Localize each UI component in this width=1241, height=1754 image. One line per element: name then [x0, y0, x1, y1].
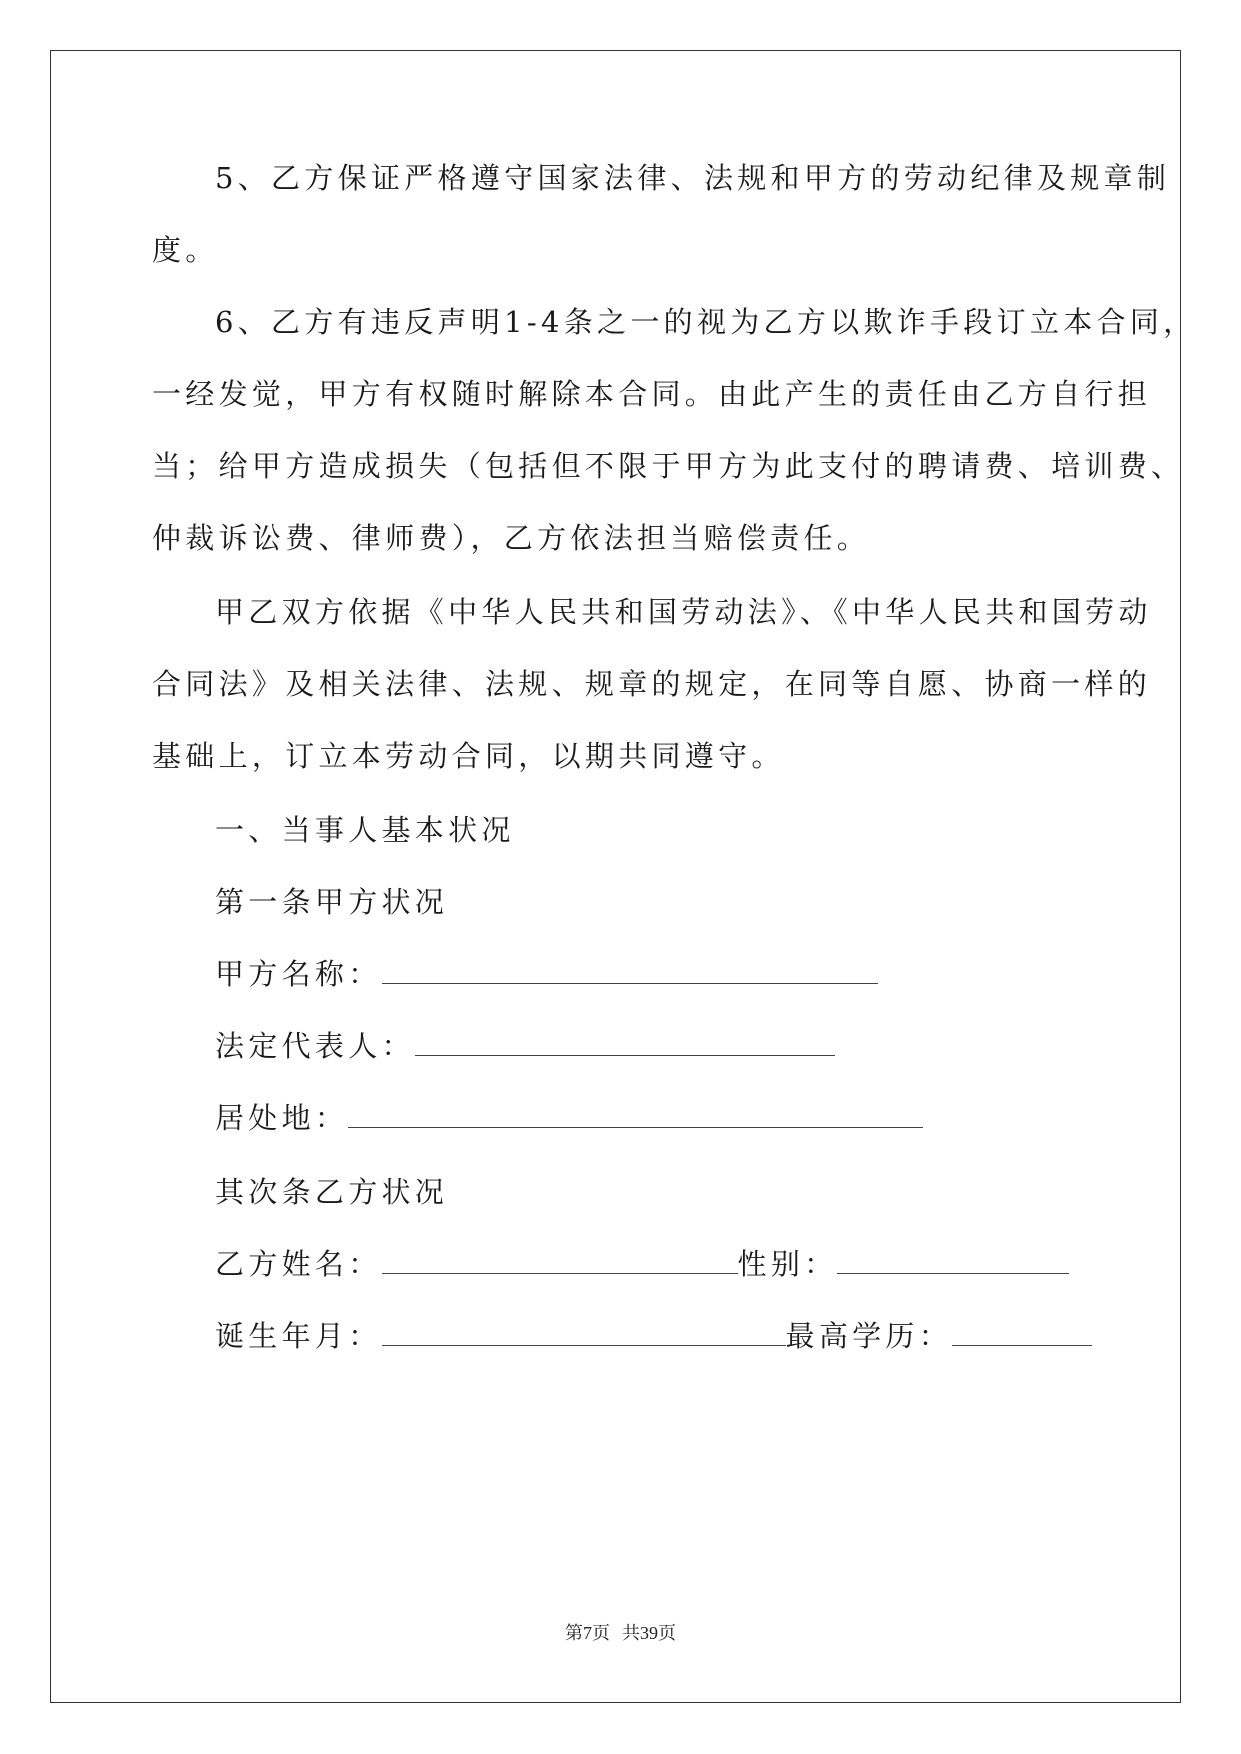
basis-paragraph-line-1: 甲乙双方依据《中华人民共和国劳动法》、《中华人民共和国劳动: [215, 595, 1152, 629]
address-blank: [348, 1101, 923, 1128]
party-a-name-row: [215, 956, 878, 992]
page-number: 第7页: [565, 1623, 610, 1643]
paragraph-6-line-1: 6、乙方有违反声明1-4条之一的视为乙方以欺诈手段订立本合同，: [215, 305, 1197, 339]
legal-rep-row: [215, 1028, 835, 1064]
paragraph-5-line-1: 5、乙方保证严格遵守国家法律、法规和甲方的劳动纪律及规章制: [215, 161, 1171, 195]
basis-paragraph-line-2: 合同法》及相关法律、法规、规章的规定，在同等自愿、协商一样的: [152, 667, 1152, 701]
section-heading: 一、当事人基本状况: [215, 813, 515, 847]
party-a-name-blank: [382, 957, 878, 984]
basis-paragraph-line-3: 基础上，订立本劳动合同，以期共同遵守。: [152, 739, 785, 773]
page-border: [50, 50, 1181, 1703]
party-a-name-label: 甲方名称：: [215, 957, 382, 991]
birth-label: 诞生年月：: [215, 1319, 382, 1353]
education-label: 最高学历：: [785, 1319, 953, 1353]
article-1-heading: 第一条甲方状况: [215, 885, 449, 919]
education-blank: [952, 1319, 1092, 1346]
article-2-heading: 其次条乙方状况: [215, 1175, 449, 1209]
legal-rep-label: 法定代表人：: [215, 1029, 415, 1063]
page-total: 共39页: [622, 1623, 676, 1643]
paragraph-6-line-3: 当；给甲方造成损失（包括但不限于甲方为此支付的聘请费、培训费、: [152, 449, 1185, 483]
gender-label: 性别：: [737, 1247, 838, 1281]
birth-education-row: [215, 1318, 1092, 1354]
address-row: [215, 1100, 923, 1136]
paragraph-5-line-2: 度。: [152, 233, 219, 267]
legal-rep-blank: [415, 1029, 835, 1056]
party-b-name-label: 乙方姓名：: [215, 1247, 382, 1281]
paragraph-6-line-4: 仲裁诉讼费、律师费），乙方依法担当赔偿责任。: [152, 521, 871, 555]
gender-blank: [837, 1247, 1069, 1274]
party-b-name-blank: [382, 1247, 738, 1274]
page-footer: [0, 1619, 1241, 1645]
paragraph-6-line-2: 一经发觉，甲方有权随时解除本合同。由此产生的责任由乙方自行担: [152, 377, 1152, 411]
birth-blank: [382, 1319, 786, 1346]
party-b-row: [215, 1246, 1069, 1282]
address-label: 居处地：: [215, 1101, 349, 1135]
